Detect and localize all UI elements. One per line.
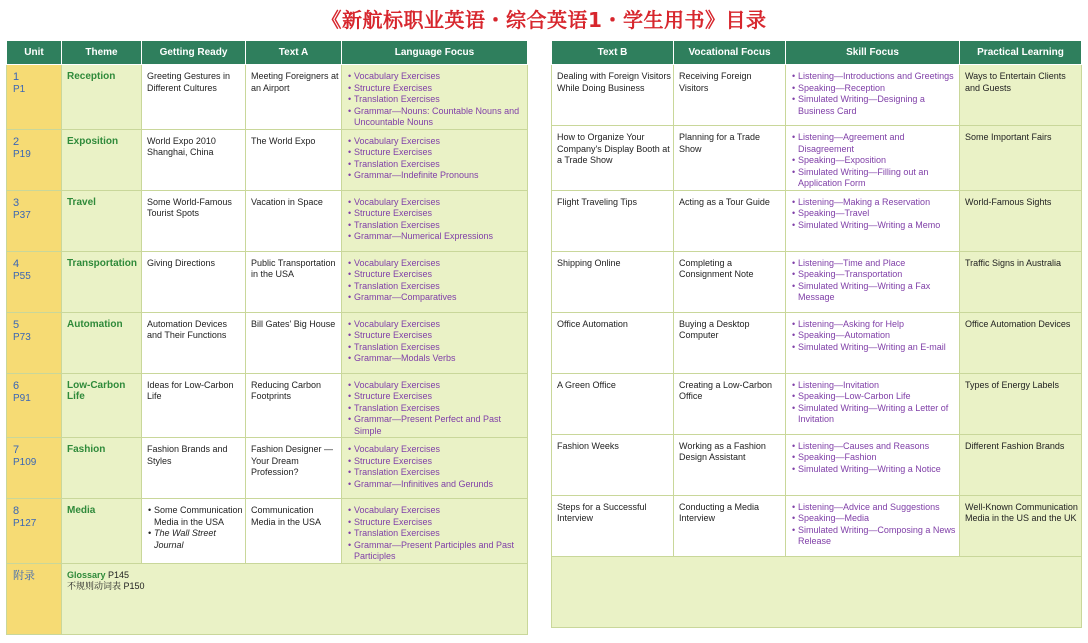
- language-focus-cell: [342, 129, 528, 190]
- header-theme: Theme: [62, 41, 142, 65]
- unit-number: 8: [13, 505, 20, 517]
- text-b-cell: A Green Office: [552, 373, 674, 434]
- language-focus-item: • Grammar—Nouns: Countable Nouns and Uncountable Nouns: [347, 106, 525, 129]
- language-focus-item: • Grammar—Present Participles and Past Participles: [347, 540, 525, 563]
- language-focus-item: • Grammar—Present Perfect and Past Simple: [347, 414, 525, 437]
- appendix-row: [7, 563, 528, 634]
- text-b-cell: How to Organize Your Company's Display Booth at a Trade Show: [552, 126, 674, 191]
- language-focus-item: • Vocabulary Exercises: [347, 258, 525, 270]
- skill-focus-cell: [786, 312, 960, 373]
- language-focus-cell: [342, 251, 528, 312]
- unit-number: 3: [13, 196, 20, 209]
- skill-focus-item: • Listening—Causes and Reasons: [791, 441, 957, 453]
- language-focus-item: • Translation Exercises: [347, 281, 525, 293]
- language-focus-item: • Grammar—Indefinite Pronouns: [347, 170, 525, 182]
- unit-number: 2: [13, 135, 20, 148]
- unit-cell: [7, 65, 62, 130]
- appendix-glossary-line: [67, 570, 525, 582]
- language-focus-item: • Vocabulary Exercises: [347, 505, 525, 517]
- getting-ready-cell: Automation Devices and Their Functions: [142, 312, 246, 373]
- language-focus-item: • Translation Exercises: [347, 342, 525, 354]
- unit-row: [7, 499, 528, 564]
- unit-cell: [7, 312, 62, 373]
- vocational-focus-cell: Buying a Desktop Computer: [674, 312, 786, 373]
- language-focus-item: • Structure Exercises: [347, 517, 525, 529]
- language-focus-item: • Translation Exercises: [347, 220, 525, 232]
- appendix-row-right: [552, 556, 1082, 627]
- skill-focus-cell: [786, 495, 960, 556]
- getting-ready-item: • Some Communication Media in the USA: [147, 505, 243, 528]
- text-b-cell: Shipping Online: [552, 251, 674, 312]
- vocational-focus-cell: Acting as a Tour Guide: [674, 190, 786, 251]
- unit-number: 4: [13, 257, 20, 270]
- getting-ready-cell: Ideas for Low-Carbon Life: [142, 373, 246, 438]
- vocational-focus-cell: Planning for a Trade Show: [674, 126, 786, 191]
- unit-row: [552, 495, 1082, 556]
- skill-focus-item: • Speaking—Media: [791, 513, 957, 525]
- theme-cell: Media: [62, 499, 142, 564]
- language-focus-item: • Grammar—Comparatives: [347, 292, 525, 304]
- unit-number: 6: [13, 379, 20, 392]
- text-a-cell: Communication Media in the USA: [246, 499, 342, 564]
- getting-ready-cell: Some World-Famous Tourist Spots: [142, 190, 246, 251]
- language-focus-item: • Structure Exercises: [347, 83, 525, 95]
- vocational-focus-cell: Completing a Consignment Note: [674, 251, 786, 312]
- unit-row: [7, 312, 528, 373]
- skill-focus-item: • Simulated Writing—Writing a Notice: [791, 464, 957, 476]
- language-focus-item: • Translation Exercises: [347, 403, 525, 415]
- header-skill-focus: Skill Focus: [786, 41, 960, 65]
- skill-focus-item: • Listening—Time and Place: [791, 258, 957, 270]
- header-unit: Unit: [7, 41, 62, 65]
- language-focus-item: • Structure Exercises: [347, 269, 525, 281]
- theme-cell: Fashion: [62, 438, 142, 499]
- language-focus-item: • Vocabulary Exercises: [347, 380, 525, 392]
- unit-number: 5: [13, 318, 20, 331]
- header-getting-ready: Getting Ready: [142, 41, 246, 65]
- language-focus-item: • Translation Exercises: [347, 467, 525, 479]
- skill-focus-item: • Simulated Writing—Designing a Business Card: [791, 94, 957, 117]
- text-a-cell: Meeting Foreigners at an Airport: [246, 65, 342, 130]
- language-focus-item: • Grammar—Modals Verbs: [347, 353, 525, 365]
- appendix-label: 附录: [7, 563, 62, 634]
- unit-cell: [7, 129, 62, 190]
- language-focus-item: • Grammar—Infinitives and Gerunds: [347, 479, 525, 491]
- theme-cell: Transportation: [62, 251, 142, 312]
- vocational-focus-cell: Working as a Fashion Design Assistant: [674, 434, 786, 495]
- unit-row: [552, 65, 1082, 126]
- unit-page: P91: [13, 392, 31, 404]
- text-a-cell: Vacation in Space: [246, 190, 342, 251]
- skill-focus-item: • Speaking—Travel: [791, 208, 957, 220]
- skill-focus-item: • Simulated Writing—Writing an E-mail: [791, 342, 957, 354]
- unit-row: [552, 434, 1082, 495]
- skill-focus-item: • Listening—Introductions and Greetings: [791, 71, 957, 83]
- text-b-cell: Dealing with Foreign Visitors While Doing Business: [552, 65, 674, 126]
- skill-focus-item: • Speaking—Exposition: [791, 155, 957, 167]
- text-a-cell: Fashion Designer — Your Dream Profession?: [246, 438, 342, 499]
- skill-focus-item: • Listening—Making a Reservation: [791, 197, 957, 209]
- unit-cell: [7, 438, 62, 499]
- language-focus-item: • Vocabulary Exercises: [347, 319, 525, 331]
- practical-learning-cell: Different Fashion Brands: [960, 434, 1082, 495]
- language-focus-item: • Vocabulary Exercises: [347, 136, 525, 148]
- skill-focus-item: • Simulated Writing—Writing a Fax Message: [791, 281, 957, 304]
- unit-number: 1: [13, 71, 20, 83]
- skill-focus-cell: [786, 434, 960, 495]
- page-title: 《新航标职业英语・综合英语1・学生用书》目录: [321, 8, 767, 32]
- skill-focus-cell: [786, 373, 960, 434]
- theme-cell: Exposition: [62, 129, 142, 190]
- getting-ready-cell: Giving Directions: [142, 251, 246, 312]
- vocational-focus-cell: Creating a Low-Carbon Office: [674, 373, 786, 434]
- irregular-verbs-line: 不规则动词表 P150: [67, 581, 145, 591]
- contents-table-right: [551, 40, 1082, 628]
- theme-cell: Reception: [62, 65, 142, 130]
- language-focus-item: • Structure Exercises: [347, 330, 525, 342]
- getting-ready-cell: World Expo 2010 Shanghai, China: [142, 129, 246, 190]
- getting-ready-cell: Greeting Gestures in Different Cultures: [142, 65, 246, 130]
- language-focus-item: • Vocabulary Exercises: [347, 71, 525, 83]
- language-focus-item: • Vocabulary Exercises: [347, 444, 525, 456]
- skill-focus-item: • Speaking—Low-Carbon Life: [791, 391, 957, 403]
- appendix-empty: [552, 556, 1082, 627]
- vocational-focus-cell: Receiving Foreign Visitors: [674, 65, 786, 126]
- text-b-cell: Fashion Weeks: [552, 434, 674, 495]
- skill-focus-item: • Simulated Writing—Composing a News Release: [791, 525, 957, 548]
- language-focus-item: • Vocabulary Exercises: [347, 197, 525, 209]
- text-a-cell: Reducing Carbon Footprints: [246, 373, 342, 438]
- skill-focus-item: • Speaking—Transportation: [791, 269, 957, 281]
- language-focus-cell: [342, 438, 528, 499]
- text-a-cell: The World Expo: [246, 129, 342, 190]
- unit-row: [7, 129, 528, 190]
- unit-page: P37: [13, 209, 31, 221]
- skill-focus-item: • Listening—Invitation: [791, 380, 957, 392]
- language-focus-item: • Structure Exercises: [347, 456, 525, 468]
- appendix-content: [62, 563, 528, 634]
- text-a-cell: Bill Gates' Big House: [246, 312, 342, 373]
- language-focus-item: • Translation Exercises: [347, 159, 525, 171]
- language-focus-cell: [342, 499, 528, 564]
- skill-focus-cell: [786, 65, 960, 126]
- getting-ready-cell: [142, 499, 246, 564]
- text-b-cell: Flight Traveling Tips: [552, 190, 674, 251]
- unit-row: [7, 373, 528, 438]
- practical-learning-cell: Types of Energy Labels: [960, 373, 1082, 434]
- practical-learning-cell: World-Famous Sights: [960, 190, 1082, 251]
- practical-learning-cell: Well-Known Communication Media in the US and the UK: [960, 495, 1082, 556]
- skill-focus-item: • Speaking—Automation: [791, 330, 957, 342]
- language-focus-cell: [342, 190, 528, 251]
- skill-focus-cell: [786, 251, 960, 312]
- skill-focus-item: • Simulated Writing—Filling out an Application Form: [791, 167, 957, 190]
- skill-focus-item: • Speaking—Fashion: [791, 452, 957, 464]
- text-b-cell: Office Automation: [552, 312, 674, 373]
- unit-row: [552, 312, 1082, 373]
- skill-focus-item: • Simulated Writing—Writing a Memo: [791, 220, 957, 232]
- practical-learning-cell: Ways to Entertain Clients and Guests: [960, 65, 1082, 126]
- unit-row: [552, 190, 1082, 251]
- right-header-row: [552, 41, 1082, 65]
- skill-focus-item: • Simulated Writing—Writing a Letter of Invitation: [791, 403, 957, 426]
- unit-number: 7: [13, 444, 20, 456]
- language-focus-item: • Structure Exercises: [347, 391, 525, 403]
- glossary-label: Glossary: [67, 569, 106, 580]
- skill-focus-item: • Listening—Asking for Help: [791, 319, 957, 331]
- unit-cell: [7, 499, 62, 564]
- header-language-focus: Language Focus: [342, 41, 528, 65]
- unit-page: P19: [13, 148, 31, 160]
- unit-row: [7, 190, 528, 251]
- theme-cell: Travel: [62, 190, 142, 251]
- unit-row: [552, 251, 1082, 312]
- left-header-row: [7, 41, 528, 65]
- unit-page: P109: [13, 457, 37, 468]
- contents-table-left: [6, 40, 528, 635]
- getting-ready-item: • The Wall Street Journal: [147, 528, 243, 551]
- skill-focus-item: • Listening—Agreement and Disagreement: [791, 132, 957, 155]
- unit-cell: [7, 373, 62, 438]
- header-practical-learning: Practical Learning: [960, 41, 1082, 65]
- header-vocational-focus: Vocational Focus: [674, 41, 786, 65]
- language-focus-item: • Translation Exercises: [347, 94, 525, 106]
- practical-learning-cell: Some Important Fairs: [960, 126, 1082, 191]
- unit-page: P127: [13, 518, 37, 529]
- practical-learning-cell: Office Automation Devices: [960, 312, 1082, 373]
- unit-cell: [7, 251, 62, 312]
- skill-focus-item: • Speaking—Reception: [791, 83, 957, 95]
- unit-row: [552, 126, 1082, 191]
- unit-page: P1: [13, 84, 26, 95]
- unit-row: [7, 438, 528, 499]
- header-text-b: Text B: [552, 41, 674, 65]
- theme-cell: Low-Carbon Life: [62, 373, 142, 438]
- unit-row: [7, 65, 528, 130]
- language-focus-item: • Grammar—Numerical Expressions: [347, 231, 525, 243]
- language-focus-cell: [342, 65, 528, 130]
- language-focus-item: • Structure Exercises: [347, 208, 525, 220]
- language-focus-cell: [342, 312, 528, 373]
- language-focus-cell: [342, 373, 528, 438]
- unit-cell: [7, 190, 62, 251]
- skill-focus-cell: [786, 126, 960, 191]
- skill-focus-cell: [786, 190, 960, 251]
- unit-page: P73: [13, 331, 31, 343]
- practical-learning-cell: Traffic Signs in Australia: [960, 251, 1082, 312]
- theme-cell: Automation: [62, 312, 142, 373]
- unit-row: [552, 373, 1082, 434]
- vocational-focus-cell: Conducting a Media Interview: [674, 495, 786, 556]
- language-focus-item: • Translation Exercises: [347, 528, 525, 540]
- unit-row: [7, 251, 528, 312]
- skill-focus-item: • Listening—Advice and Suggestions: [791, 502, 957, 514]
- unit-page: P55: [13, 270, 31, 282]
- text-a-cell: Public Transportation in the USA: [246, 251, 342, 312]
- glossary-page: P145: [108, 569, 130, 580]
- text-b-cell: Steps for a Successful Interview: [552, 495, 674, 556]
- header-text-a: Text A: [246, 41, 342, 65]
- getting-ready-cell: Fashion Brands and Styles: [142, 438, 246, 499]
- language-focus-item: • Structure Exercises: [347, 147, 525, 159]
